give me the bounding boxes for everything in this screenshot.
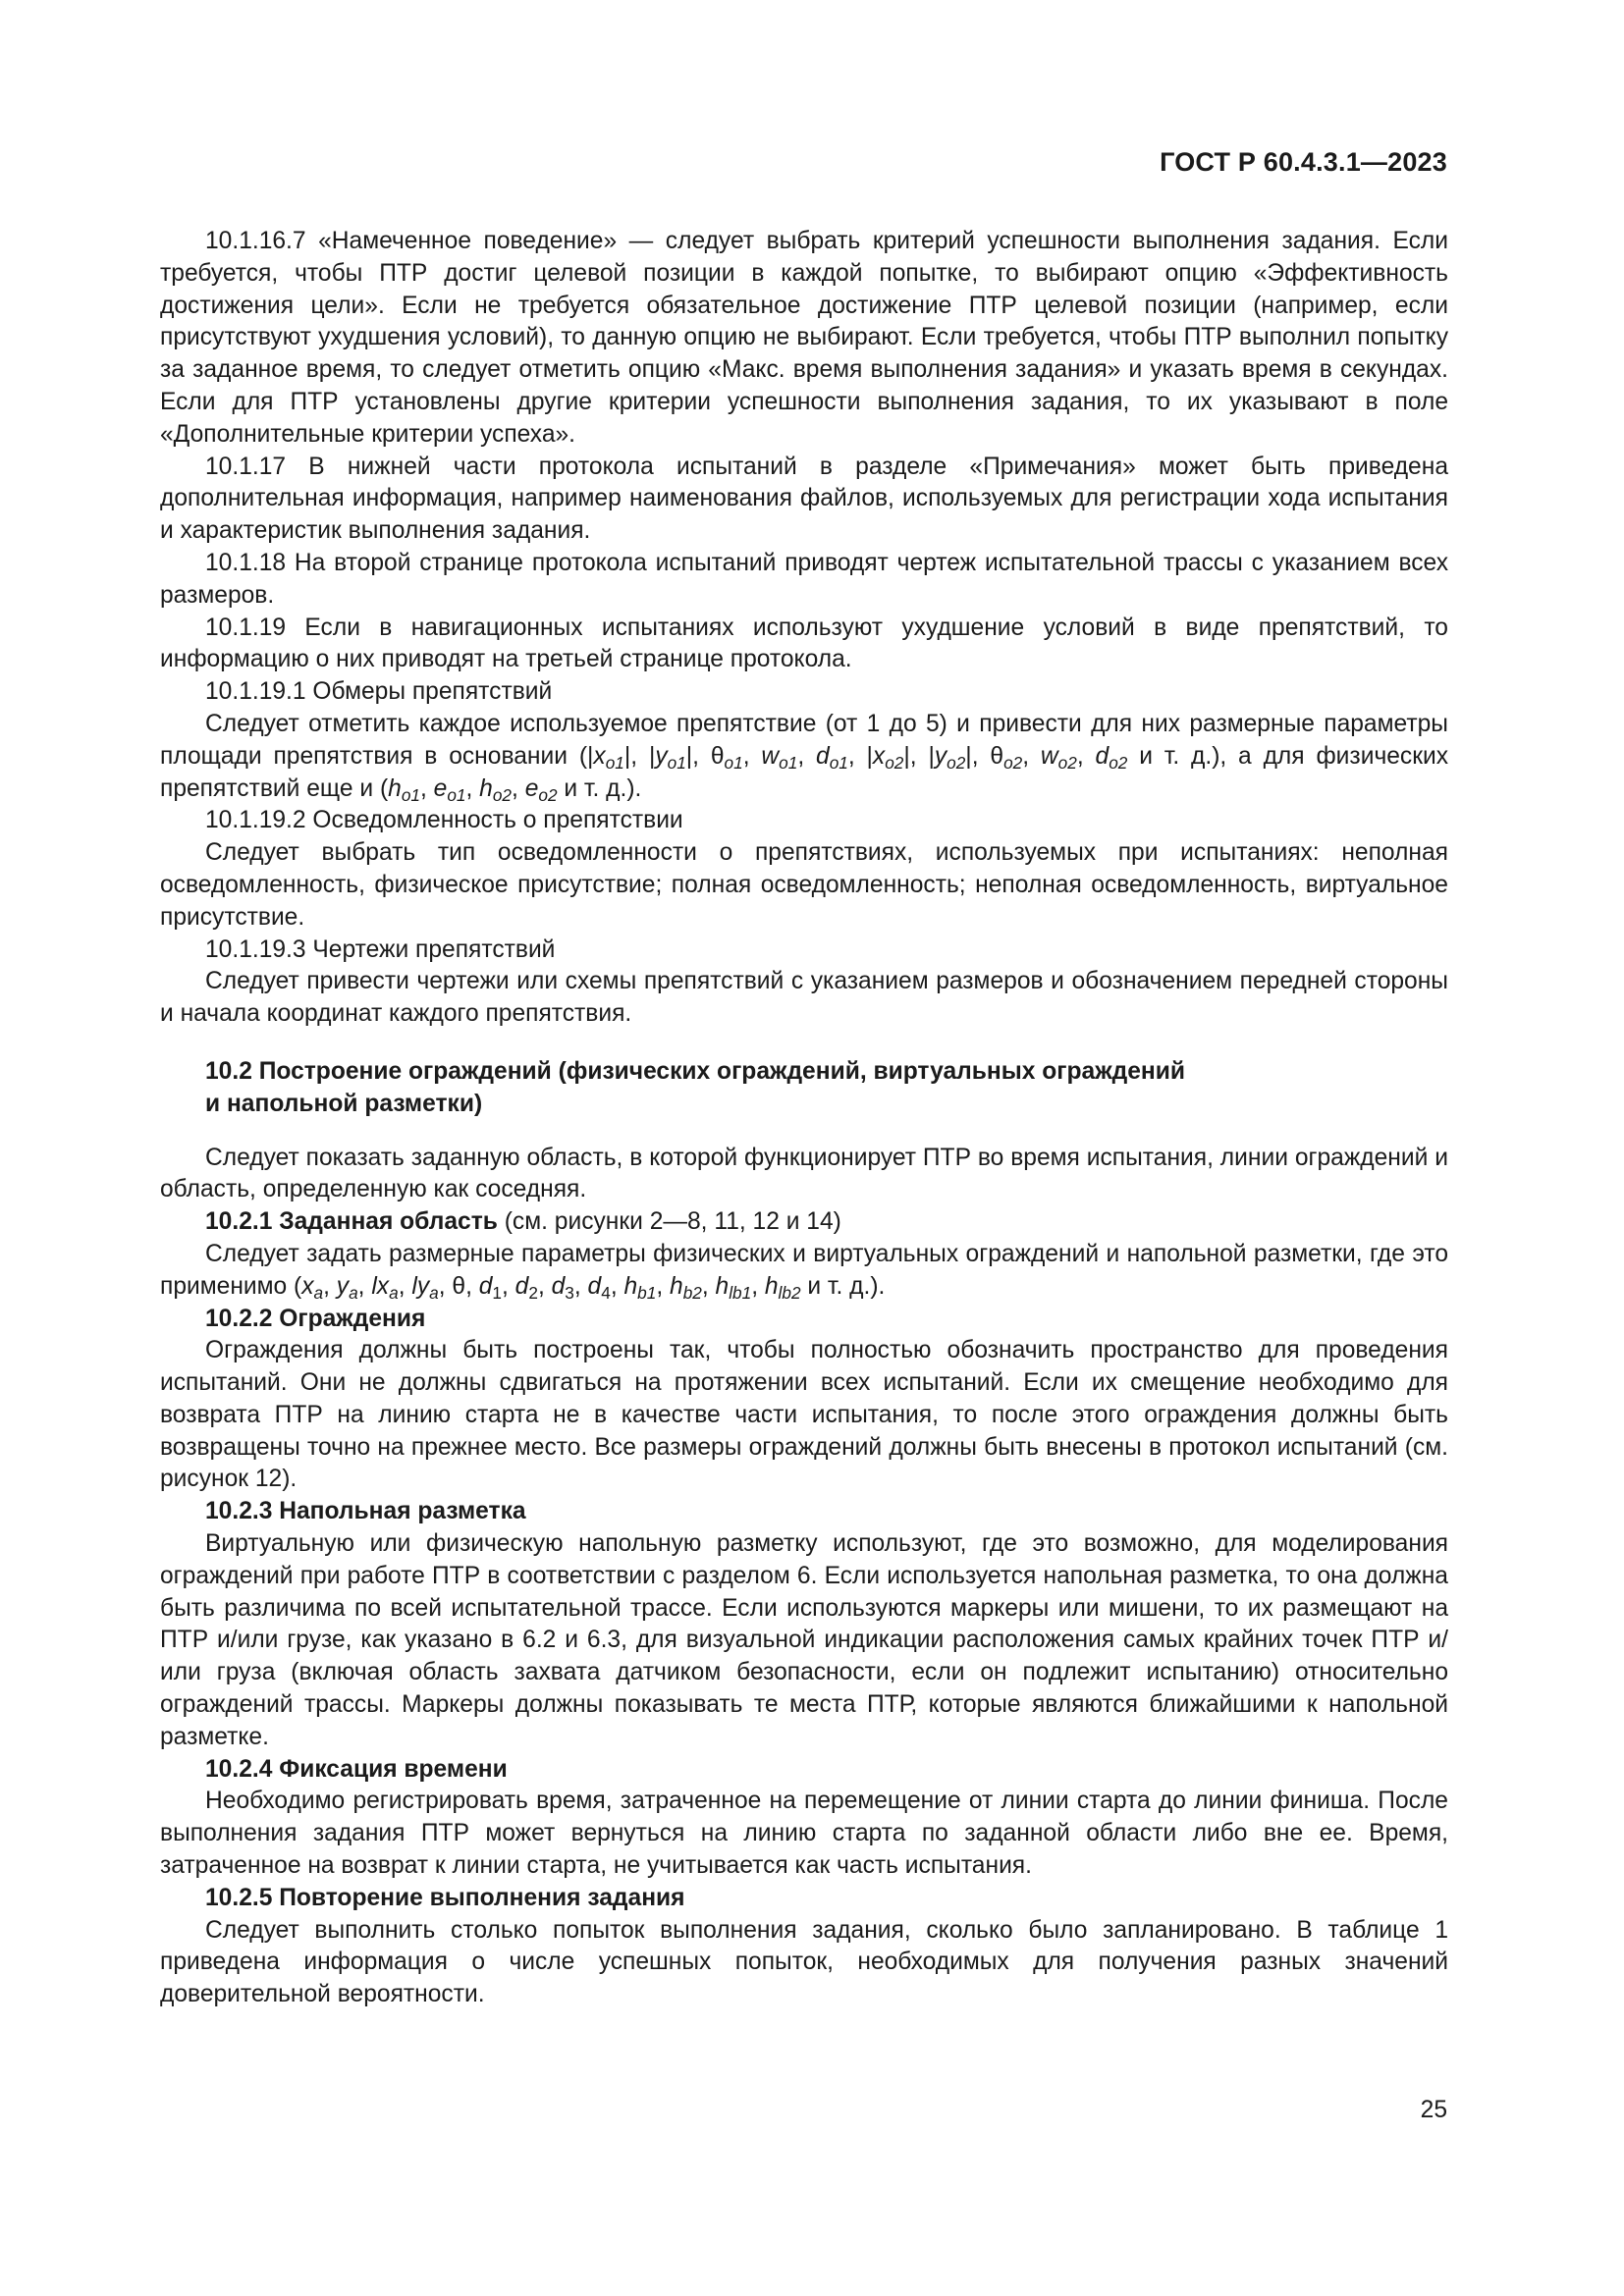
formula-term: $e_{o1}$ [433, 774, 466, 805]
formula-term: $w_{o2}$ [1040, 742, 1077, 773]
formula-term: $|x_{o2}|$ [866, 742, 910, 773]
paragraph-obstacle-dimensions: Следует отметить каждое используемое препятствие (от 1 до 5) и привести для них размерные параметры площади препятствия в основании ($|x_{o1}|$, $|y_{o1}|$, $\theta_{o1}$, $w_{o1}$, $d_{o1}$, $|x_{o2}|$, $|y_{o2}|$, $\theta_{o2}$, $w_{o2}$, $d_{o2}$ и т. д.), а для физических препятствий еще и ($h_{o1}$, $e_{o1}$, $h_{o2}$, $e_{o2}$ и т. д.). [160, 710, 1449, 805]
physical-params-formula: $h_{o1}$, $e_{o1}$, $h_{o2}$, $e_{o2}$ [388, 774, 558, 805]
paragraph-boundaries: Ограждения должны быть построены так, чтобы полностью обозначить пространство для проведения испытаний. Они не должны сдвигаться на протяжении всех испытаний. Если их смещение необходимо для возврата ПТР на линию старта не в качестве части испытания, то после этого ограждения должны быть возвращены точно на прежнее место. Все размеры ограждений должны быть внесены в протокол испытаний (см. рисунок 12). [160, 1337, 1448, 1493]
formula-term: θ [452, 1272, 466, 1300]
formula-term: $d_1$ [478, 1272, 502, 1303]
subheading-10-1-19-3: 10.1.19.3 Чертежи препятствий [205, 935, 556, 963]
document-id-header: ГОСТ Р 60.4.3.1—2023 [1160, 147, 1447, 177]
formula-term: $h_{o2}$ [479, 774, 513, 805]
subheading-10-1-19-1: 10.1.19.1 Обмеры препятствий [205, 678, 553, 706]
formula-term: $h_{b2}$ [670, 1272, 702, 1303]
formula-term: $h_{lb1}$ [715, 1272, 752, 1303]
paragraph-10-1-18: 10.1.18 На второй странице протокола испытаний приводят чертеж испытательной трассы с указанием всех размеров. [160, 549, 1448, 609]
formula-term: $d_4$ [587, 1272, 611, 1303]
formula-term: $h_{b1}$ [623, 1272, 657, 1303]
page-number: 25 [1420, 2097, 1447, 2123]
boundary-params-formula: $x_a$, $y_a$, $lx_a$, $ly_a$, θ, $d_1$, $d_2$, $d_3$, $d_4$, $h_{b1}$, $h_{b2}$, $h_{lb1}$, $h_{lb2}$ [301, 1272, 801, 1303]
subheading-10-2-5: 10.2.5 Повторение выполнения задания [205, 1884, 685, 1911]
formula-term: $x_a$ [301, 1272, 324, 1303]
paragraph-10-1-17: 10.1.17 В нижней части протокола испытаний в разделе «Примечания» может быть приведена дополнительная информация, например наименования файлов, используемых для регистрации хода испытания и характеристик выполнения задания. [160, 453, 1448, 545]
formula-term: $e_{o2}$ [524, 774, 558, 805]
formula-term: $y_a$ [336, 1272, 358, 1303]
paragraph-obstacle-awareness: Следует выбрать тип осведомленности о препятствиях, используемых при испытаниях: неполная осведомленность, физическое присутствие; полная осведомленность; неполная осведомленность, виртуальное присутствие. [160, 839, 1448, 931]
document-body [160, 226, 1448, 2011]
subheading-10-2-2: 10.2.2 Ограждения [205, 1305, 426, 1332]
subheading-10-2-3: 10.2.3 Напольная разметка [205, 1498, 526, 1525]
formula-term: $\theta_{o1}$ [710, 742, 743, 773]
subheading-10-2-4: 10.2.4 Фиксация времени [205, 1755, 508, 1783]
formula-term: $lx_a$ [371, 1272, 399, 1303]
paragraph-boundary-params: Следует задать размерные параметры физических и виртуальных ограждений и напольной разметки, где это применимо ($x_a$, $y_a$, $lx_a$, $ly_a$, θ, $d_1$, $d_2$, $d_3$, $d_4$, $h_{b1}$, $h_{b2}$, $h_{lb1}$, $h_{lb2}$ и т. д.). [160, 1240, 1448, 1303]
formula-term: $d_{o1}$ [816, 742, 848, 773]
obstacle-params-formula: $|x_{o1}|$, $|y_{o1}|$, $\theta_{o1}$, $w_{o1}$, $d_{o1}$, $|x_{o2}|$, $|y_{o2}|$, $\theta_{o2}$, $w_{o2}$, $d_{o2}$ [587, 742, 1128, 773]
paragraph-10-1-16-7: 10.1.16.7 «Намеченное поведение» — следует выбрать критерий успешности выполнения задания. Если требуется, чтобы ПТР достиг целевой позиции в каждой попытке, то выбирают опцию «Эффективность достижения цели». Если не требуется обязательное достижение ПТР целевой позиции (например, если присутствуют ухудшения условий), то данную опцию не выбирают. Если требуется, чтобы ПТР выполнил попытку за заданное время, то следует отметить опцию «Макс. время выполнения задания» и указать время в секундах. Если для ПТР установлены другие критерии успешности выполнения задания, то их указывают в поле «Дополнительные критерии успеха». [160, 228, 1448, 448]
paragraph-defined-area-intro: Следует показать заданную область, в которой функционирует ПТР во время испытания, линии ограждений и область, определенную как соседняя. [160, 1144, 1448, 1203]
section-title-10-2: 10.2 Построение ограждений (физических ограждений, виртуальных ограждений и напольной разметки) [205, 1057, 1186, 1117]
subheading-10-2-1: 10.2.1 Заданная область (см. рисунки 2—8, 11, 12 и 14) [205, 1208, 841, 1236]
paragraph-time-recording: Необходимо регистрировать время, затраченное на перемещение от линии старта до линии финиша. После выполнения задания ПТР может вернуться на линию старта по заданной области либо вне ее. Время, затраченное на возврат к линии старта, не учитывается как часть испытания. [160, 1788, 1448, 1880]
paragraph-10-1-19: 10.1.19 Если в навигационных испытаниях используют ухудшение условий в виде препятствий, то информацию о них приводят на третьей странице протокола. [160, 614, 1448, 673]
formula-term: $|x_{o1}|$ [587, 742, 631, 773]
formula-term: $h_{lb2}$ [764, 1272, 801, 1303]
formula-term: $d_2$ [514, 1272, 538, 1303]
formula-term: $ly_a$ [411, 1272, 439, 1303]
formula-term: $\theta_{o2}$ [990, 742, 1023, 773]
paragraph-repetitions: Следует выполнить столько попыток выполнения задания, сколько было запланировано. В таблице 1 приведена информация о числе успешных попыток, необходимых для получения разных значений доверительной вероятности. [160, 1916, 1448, 2008]
formula-term: $d_{o2}$ [1095, 742, 1128, 773]
subheading-10-1-19-2: 10.1.19.2 Осведомленность о препятствии [205, 807, 683, 834]
formula-term: $w_{o1}$ [761, 742, 798, 773]
formula-term: $|y_{o2}|$ [928, 742, 972, 773]
formula-term: $h_{o1}$ [388, 774, 420, 805]
paragraph-floor-marking: Виртуальную или физическую напольную разметку используют, где это возможно, для моделирования ограждений при работе ПТР в соответствии с разделом 6. Если используется напольная разметка, то она должна быть различима по всей испытательной трассе. Если используются маркеры или мишени, то их размещают на ПТР и/или грузе, как указано в 6.2 и 6.3, для визуальной индикации расположения самых крайних точек ПТР и/или груза (включая область захвата датчиком безопасности, если он подлежит испытанию) относительно ограждений трассы. Маркеры должны показывать те места ПТР, которые являются ближайшими к напольной разметке. [160, 1530, 1448, 1750]
paragraph-obstacle-drawings: Следует привести чертежи или схемы препятствий с указанием размеров и обозначением передней стороны и начала координат каждого препятствия. [160, 968, 1448, 1028]
formula-term: $d_3$ [551, 1272, 574, 1303]
formula-term: $|y_{o1}|$ [648, 742, 693, 773]
